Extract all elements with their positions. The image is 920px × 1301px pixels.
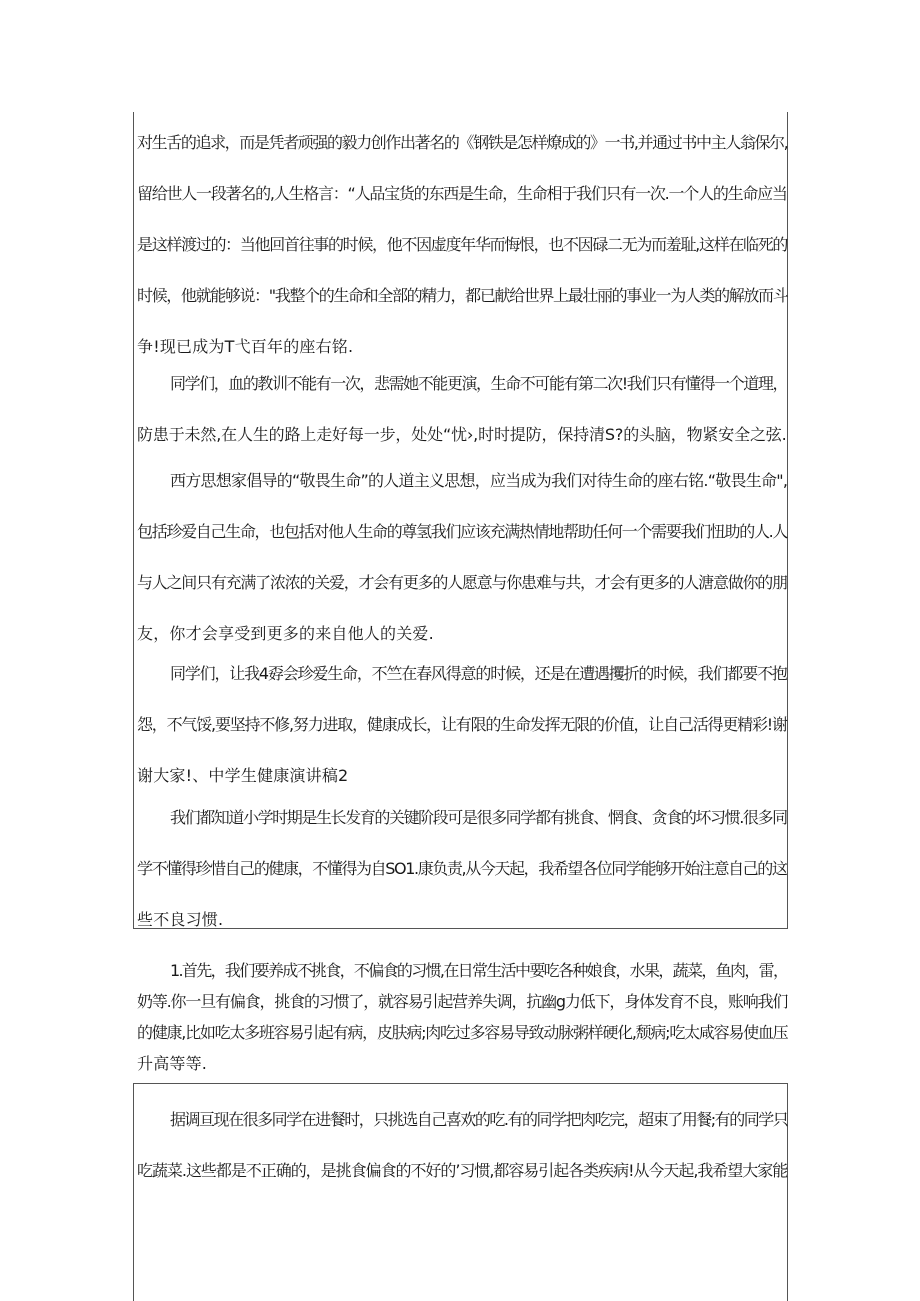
paragraph-3-line: 与人之间只有充满了浓浓的关爱，才会有更多的人愿意与你患难与共，才会有更多的人溏意做你的朋: [137, 573, 787, 592]
paragraph-4-line: 同学们，让我4孬会珍爱生命，不竺在春风得意的时候，还是在遭遇攫折的时候，我们都要不抱: [170, 664, 787, 683]
paragraph-1: [137, 133, 787, 357]
paragraph-1-line: 对生舌的追求，而是凭者顽强的毅力创作出著名的《钢铁是怎样燎成的》一书,并通过书中主人翁保尔,: [137, 133, 788, 152]
paragraph-6-line: 的健康,比如吃太多班容易引起有病，皮肤病;肉吃过多容易导致动脉粥样硬化,颓病;吃太咸容易使血压: [137, 1023, 788, 1042]
paragraph-1-line: 争!现已成为T弋百年的座右铭.: [137, 337, 354, 356]
paragraph-1-line: 是这样渡过的：当他回首往事的时候，他不因虚度年华而悔恨，也不因碌二无为而羞耻,这样在临死的: [137, 235, 788, 254]
paragraph-3: [137, 471, 787, 644]
paragraph-3-line: 西方思想家倡导的“敬畏生命”的人道主义思想，应当成为我们对待生命的座右铭.“敬畏生命",: [170, 471, 788, 490]
paragraph-2-line: 防患于未然,在人生的路上走好每一步，处处“忧›,时时提防，保持清S?的头脑，物紧安全之弦.: [137, 425, 787, 444]
paragraph-7-line: 据调亘现在很多同学在进餐时，只挑选自己喜欢的吃.有的同学把肉吃完，超束了用餐;有的同学只: [170, 1110, 788, 1129]
paragraph-6-line: 1.首先，我们要养成不挑食，不偏食的习惯,在日常生活中要吃各种娘食，水果，蔬菜，鱼肉，雷，: [170, 961, 788, 980]
paragraph-1-line: 时候，他就能够说："我整个的生命和全部的精力，都已献给世界上最壮丽的事业一为人类的解放而斗: [137, 286, 788, 305]
paragraph-3-line: 友，你才会享受到更多的来自他人的关爱.: [137, 624, 434, 643]
paragraph-4-line: 谢大家!、中学生健康演讲稿2: [137, 766, 349, 785]
paragraph-2: [137, 374, 787, 445]
paragraph-5-line: 些不良习惯.: [137, 910, 224, 929]
paragraph-6-line: 升高等等.: [137, 1054, 208, 1073]
paragraph-4-line: 怨，不气馁,要坚持不修,努力进取，健康成长，让有限的生命发挥无限的价值，让自己活得更精彩!谢: [137, 715, 787, 734]
paragraph-7-line: 吃蔬菜.这些都是不正确的，是挑食偏食的不好的’习惯,都容易引起各类疾病!从今天起,我希望大家能: [137, 1161, 788, 1180]
paragraph-2-line: 同学们，血的教训不能有一次，悲需她不能更演，生命不可能有第二次!我们只有懂得一个道理，: [170, 374, 788, 393]
paragraph-7: [137, 1110, 787, 1181]
paragraph-5: [137, 808, 787, 930]
paragraph-1-line: 留给世人一段著名的,人生格言：“人品宝货的东西是生命，生命相于我们只有一次.一个人的生命应当: [137, 184, 787, 203]
paragraph-5-line: 我们都知道小学时期是生长发育的关键阶段可是很多同学都有挑食、惘食、贪食的坏习惯.很多同: [170, 808, 787, 827]
paragraph-3-line: 包括珍爱自己生命，也包括对他人生命的尊氢我们应该充满热情地帮助任何一个需要我们忸助的人.人: [137, 522, 788, 541]
paragraph-6-line: 奶等.你一旦有偏食，挑食的习惯了，就容易引起营养失调，抗幽g力低下，身体发育不良，账响我们: [137, 992, 788, 1011]
paragraph-4: [137, 664, 787, 786]
paragraph-6: [137, 961, 787, 1074]
paragraph-5-line: 学不懂得珍惜自己的健康，不懂得为自SO1.康负责,从今天起，我希望各位同学能够开始注意自己的这: [137, 859, 787, 878]
